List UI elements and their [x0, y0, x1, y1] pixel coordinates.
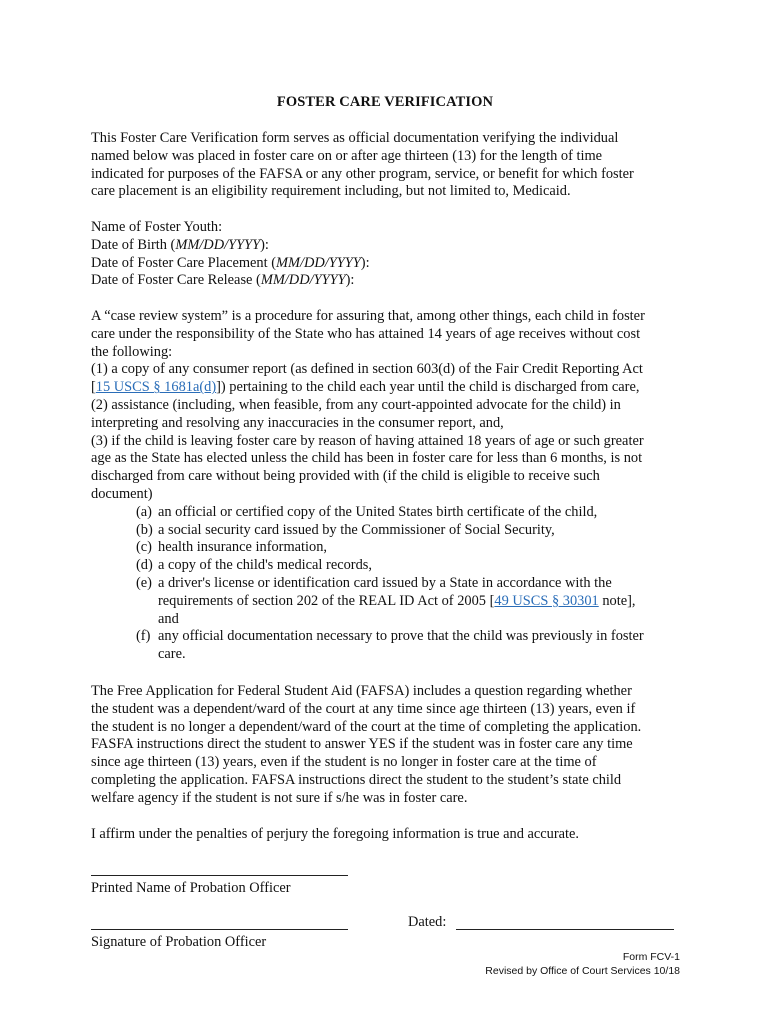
signature-line[interactable]	[91, 929, 348, 930]
text-line: care placement is an eligibility requirement including, but not limited to, Medicaid.	[91, 183, 571, 200]
text-line: completing the application. FAFSA instructions direct the student to the student’s state child	[91, 771, 622, 788]
list-item-continued: care.	[158, 646, 186, 663]
list-item: (e) a driver's license or identification card issued by a State in accordance with the	[136, 574, 612, 591]
dated-label: Dated:	[408, 914, 447, 930]
text-line: named below was placed in foster care on or after age thirteen (13) for the length of time	[91, 147, 603, 164]
text-line: the following:	[91, 343, 173, 360]
list-item: (f) any official documentation necessary to prove that the child was previously in foster	[136, 628, 644, 645]
list-item: (a) an official or certified copy of the United States birth certificate of the child,	[136, 503, 598, 520]
list-item: (b) a social security card issued by the Commissioner of Social Security,	[136, 521, 555, 538]
affirmation: I affirm under the penalties of perjury the foregoing information is true and accurate.	[91, 826, 580, 842]
revision-note: Revised by Office of Court Services 10/18	[485, 965, 680, 977]
usc-30301-link[interactable]: 49 USCS § 30301	[494, 592, 599, 609]
text-line: age as the State has elected unless the child has been in foster care for less than 6 months, is not	[91, 450, 643, 467]
text-line: [15 USCS § 1681a(d)]) pertaining to the child each year until the child is discharged from care,	[91, 379, 640, 396]
dated-line[interactable]	[456, 929, 674, 930]
text-line: since age thirteen (13) years, even if the student is no longer in foster care at the time of	[91, 754, 597, 771]
text-line: A “case review system” is a procedure for assuring that, among other things, each child in foster	[91, 308, 645, 324]
field-placement-date: Date of Foster Care Placement (MM/DD/YYYY):	[91, 254, 370, 271]
printed-name-label: Printed Name of Probation Officer	[91, 880, 291, 896]
text-line: (3) if the child is leaving foster care by reason of having attained 18 years of age or such greater	[91, 432, 644, 449]
usc-1681a-link[interactable]: 15 USCS § 1681a(d)	[95, 379, 217, 396]
text-line: the student is no longer a dependent/ward of the court at the time of completing the application.	[91, 718, 642, 735]
list-item-continued: requirements of section 202 of the REAL ID Act of 2005 [49 USCS § 30301 note],	[158, 592, 636, 609]
list-item: (c) health insurance information,	[136, 539, 328, 556]
text-line: document)	[91, 485, 153, 502]
fafsa-paragraph	[91, 683, 681, 808]
text-line: welfare agency if the student is not sure if s/he was in foster care.	[91, 789, 468, 806]
document-title: FOSTER CARE VERIFICATION	[276, 94, 494, 110]
text-line: care under the responsibility of the State who has attained 14 years of age receives without cost	[91, 325, 641, 342]
form-id: Form FCV-1	[622, 951, 680, 963]
field-date-of-birth: Date of Birth (MM/DD/YYYY):	[91, 236, 269, 253]
intro-paragraph	[91, 130, 681, 201]
text-line: the student was a dependent/ward of the court at any time since age thirteen (13) years, even if	[91, 700, 636, 717]
text-line: indicated for purposes of the FAFSA or any other program, service, or benefit for which foster	[91, 165, 634, 182]
field-name-of-foster-youth: Name of Foster Youth:	[91, 219, 223, 235]
case-review-paragraph	[91, 308, 681, 664]
printed-name-line[interactable]	[91, 875, 348, 876]
text-line: The Free Application for Federal Student Aid (FAFSA) includes a question regarding whether	[91, 683, 632, 699]
list-item: (d) a copy of the child's medical records,	[136, 557, 372, 574]
field-release-date: Date of Foster Care Release (MM/DD/YYYY):	[91, 272, 355, 289]
youth-fields	[91, 219, 681, 290]
text-line: This Foster Care Verification form serves as official documentation verifying the individual	[91, 130, 619, 146]
text-line: interpreting and resolving any inaccuracies in the consumer report, and,	[91, 414, 504, 431]
text-line: discharged from care without being provided with (if the child is eligible to receive such	[91, 468, 600, 485]
text-line: (2) assistance (including, when feasible, from any court-appointed advocate for the child) in	[91, 396, 621, 413]
list-item-continued: and	[158, 610, 179, 627]
signature-label: Signature of Probation Officer	[91, 934, 267, 950]
text-line: FASFA instructions direct the student to answer YES if the student was in foster care any time	[91, 736, 633, 753]
text-line: (1) a copy of any consumer report (as defined in section 603(d) of the Fair Credit Reporting Act	[91, 361, 643, 378]
